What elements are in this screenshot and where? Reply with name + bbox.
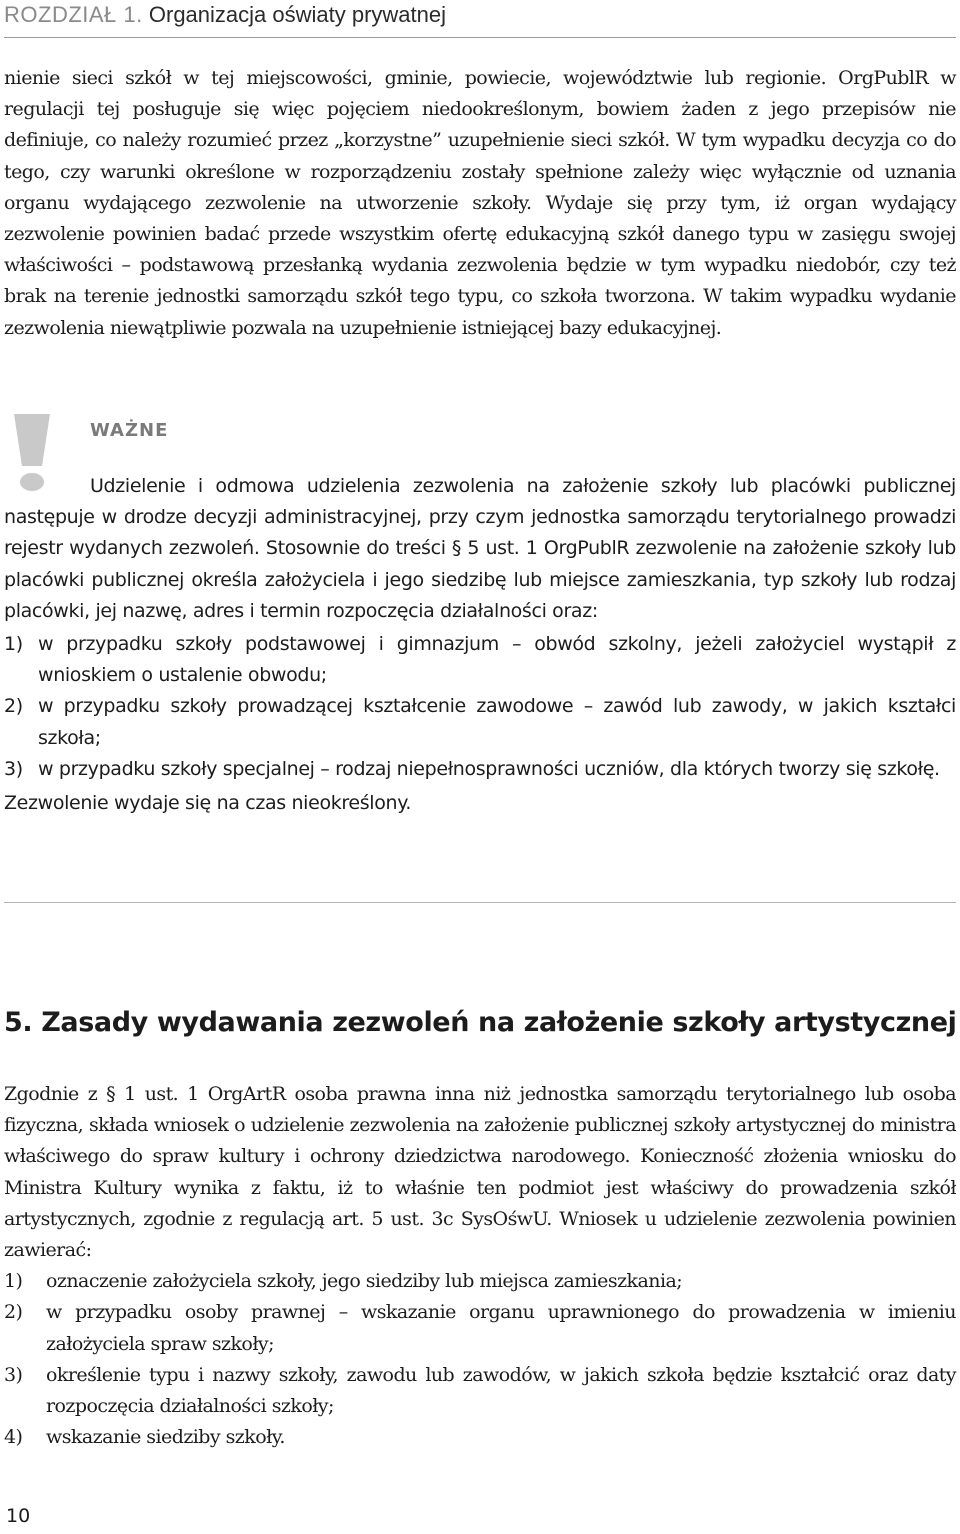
chapter-label: ROZDZIAŁ 1. [4, 2, 143, 27]
header-divider [4, 37, 956, 38]
list-item-number: 3) [4, 1363, 23, 1386]
intro-block [4, 63, 956, 344]
list-item [4, 1360, 956, 1422]
section-divider [4, 902, 956, 903]
important-note [4, 471, 956, 819]
list-item-text: w przypadku szkoły specjalnej – rodzaj niepełnosprawności uczniów, dla których tworzy się szkołę. [38, 757, 940, 780]
list-item [4, 629, 956, 691]
section-body [4, 1079, 956, 1453]
list-item-number: 4) [4, 1426, 23, 1449]
important-note-body: Udzielenie i odmowa udzielenia zezwolenia na założenie szkoły lub placówki publicznej następuje w drodze decyzji administracyjnej, przy czym jednostka samorządu terytorialnego prowadzi rejestr wydanych zezwoleń. Stosownie do treści § 5 ust. 1 OrgPublR zezwolenie na założenie szkoły lub placówki publicznej określa założyciela i jego siedzibę lub miejsce zamieszkania, typ szkoły lub rodzaj placówki, jej nazwę, adres i termin rozpoczęcia działalności oraz: [4, 475, 956, 622]
list-item-text: wskazanie siedziby szkoły. [46, 1426, 285, 1449]
running-header [4, 0, 446, 30]
list-item-text: w przypadku szkoły prowadzącej kształcenie zawodowe – zawód lub zawody, w jakich kształci szkoła; [38, 695, 956, 749]
list-item-number: 3) [4, 757, 23, 780]
list-item-text: w przypadku szkoły podstawowej i gimnazjum – obwód szkolny, jeżeli założyciel wystąpił z wnioskiem o ustalenie obwodu; [38, 633, 956, 687]
list-item [4, 1422, 956, 1453]
section-list [4, 1266, 956, 1453]
list-item-number: 1) [4, 633, 23, 656]
intro-paragraph: nienie sieci szkół w tej miejscowości, gminie, powiecie, województwie lub regionie. OrgPublR w regulacji tej posługuje się więc pojęciem niedookreślonym, bowiem żaden z jego przepisów nie definiuje, co należy rozumieć przez „korzystne” uzupełnienie sieci szkół. W tym wypadku decyzja co do tego, czy warunki określone w rozporządzeniu zostały spełnione zależy więc wyłącznie od uznania organu wydającego zezwolenie na utworzenie szkoły. Wydaje się przy tym, iż organ wydający zezwolenie powinien badać przede wszystkim ofertę edukacyjną szkół danego typu w zasięgu swojej właściwości – podstawową przesłanką wydania zezwolenia będzie w tym wypadku niedobór, czy też brak na terenie jednostki samorządu szkół tego typu, co szkoła tworzona. W takim wypadku wydanie zezwolenia niewątpliwie pozwala na uzupełnienie istniejącej bazy edukacyjnej. [4, 67, 956, 339]
list-item-text: określenie typu i nazwy szkoły, zawodu lub zawodów, w jakich szkoła będzie kształcić oraz daty rozpoczęcia działalności szkoły; [46, 1363, 956, 1418]
list-item-number: 2) [4, 1301, 23, 1324]
list-item [4, 754, 956, 785]
section-paragraph: Zgodnie z § 1 ust. 1 OrgArtR osoba prawna inna niż jednostka samorządu terytorialnego lub osoba fizyczna, składa wniosek o udzielenie zezwolenia na założenie publicznej szkoły artystycznej do ministra właściwego do spraw kultury i ochrony dziedzictwa narodowego. Konieczność złożenia wniosku do Ministra Kultury wynika z faktu, iż to właśnie ten podmiot jest właściwy do prowadzenia szkół artystycznych, zgodnie z regulacją art. 5 ust. 3c SysOśwU. Wniosek u udzielenie zezwolenia powinien zawierać: [4, 1083, 956, 1262]
list-item-text: w przypadku osoby prawnej – wskazanie organu uprawnionego do prowadzenia w imieniu założyciela spraw szkoły; [46, 1301, 956, 1355]
list-item-number: 2) [4, 695, 23, 718]
list-item [4, 691, 956, 753]
list-item [4, 1297, 956, 1359]
important-note-list [4, 629, 956, 785]
important-note-closing: Zezwolenie wydaje się na czas nieokreślony. [4, 792, 412, 815]
list-item-number: 1) [4, 1270, 23, 1293]
page-number: 10 [6, 1505, 31, 1527]
section-heading: 5. Zasady wydawania zezwoleń na założenie szkoły artystycznej [4, 1007, 957, 1038]
chapter-title: Organizacja oświaty prywatnej [148, 2, 447, 27]
list-item [4, 1266, 956, 1297]
important-note-text [4, 471, 956, 627]
important-label: WAŻNE [90, 420, 169, 441]
list-item-text: oznaczenie założyciela szkoły, jego siedziby lub miejsca zamieszkania; [46, 1270, 683, 1293]
